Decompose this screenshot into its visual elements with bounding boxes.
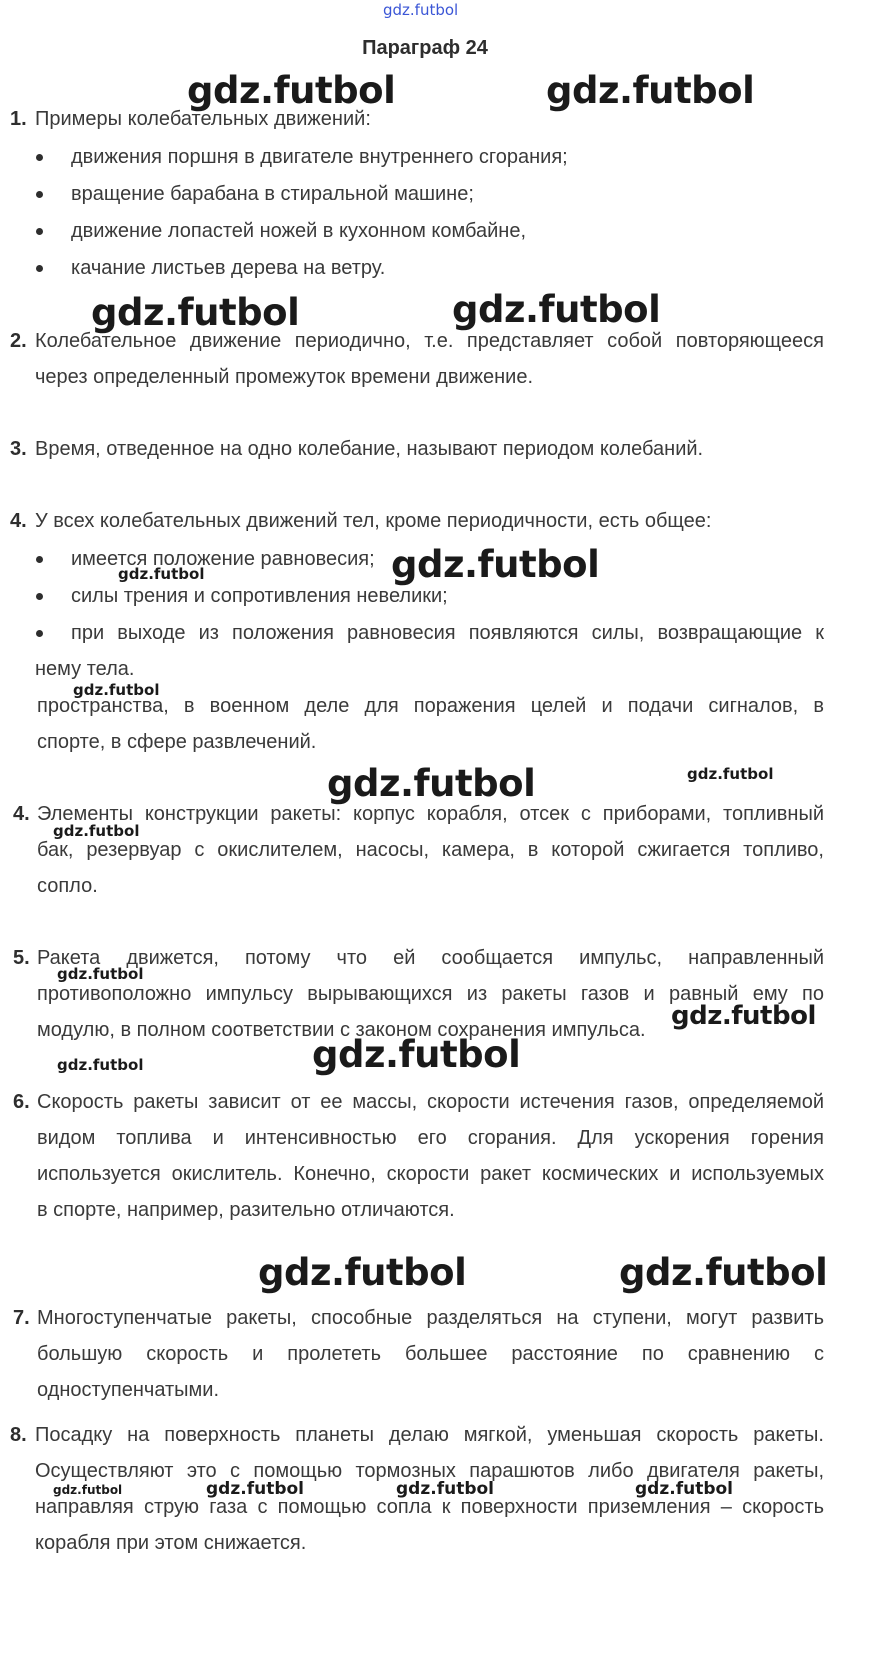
item-text: Колебательное движение периодично, т.е. представляет собой повторяющееся [35, 330, 824, 352]
watermark: gdz.futbol [391, 543, 600, 586]
watermark: gdz.futbol [327, 762, 536, 805]
bullet-dot [36, 593, 43, 600]
watermark-small: gdz.futbol [53, 822, 140, 840]
item-text: Многоступенчатые ракеты, способные разделяться на ступени, могут развить [37, 1307, 824, 1329]
watermark: gdz.futbol [546, 69, 755, 112]
bullet-dot [36, 556, 43, 563]
watermark-small: gdz.futbol [635, 1479, 733, 1499]
watermark-small: gdz.futbol [206, 1479, 304, 1499]
watermark-small: gdz.futbol [73, 681, 160, 699]
bullet-text: движение лопастей ножей в кухонном комбайне, [71, 220, 527, 242]
watermark-small: gdz.futbol [57, 1056, 144, 1074]
item-number: 8. [10, 1424, 27, 1446]
bullet-dot [36, 154, 43, 161]
item-number: 5. [13, 947, 30, 969]
item-text: Посадку на поверхность планеты делаю мягкой, уменьшая скорость ракеты. [35, 1424, 824, 1446]
item-text: нему тела. [35, 658, 135, 680]
site-watermark-top: gdz.futbol [383, 1, 459, 19]
item-text: направляя струю газа с помощью сопла к поверхности приземления – скорость [35, 1496, 824, 1518]
item-text: пространства, в военном деле для поражения целей и подачи сигналов, в [37, 695, 824, 717]
item-text: противоположно импульсу вырывающихся из ракеты газов и равный ему по [37, 983, 824, 1005]
bullet-text: при выходе из положения равновесия появляются силы, возвращающие к [71, 622, 824, 644]
item-text: Примеры колебательных движений: [35, 108, 371, 130]
item-text: сопло. [37, 875, 98, 897]
bullet-dot [36, 228, 43, 235]
watermark-small: gdz.futbol [687, 765, 774, 783]
bullet-dot [36, 191, 43, 198]
item-text: через определенный промежуток времени движение. [35, 366, 534, 388]
bullet-text: силы трения и сопротивления невелики; [71, 585, 448, 607]
bullet-text: качание листьев дерева на ветру. [71, 257, 386, 279]
item-number: 7. [13, 1307, 30, 1329]
item-text: корабля при этом снижается. [35, 1532, 307, 1554]
item-text: бак, резервуар с окислителем, насосы, камера, в которой сжигается топливо, [37, 839, 824, 861]
item-text: Время, отведенное на одно колебание, называют периодом колебаний. [35, 438, 704, 460]
item-number: 4. [13, 803, 30, 825]
watermark-small: gdz.futbol [57, 965, 144, 983]
item-text: используется окислитель. Конечно, скорости ракет космических и используемых [37, 1163, 824, 1185]
bullet-dot [36, 630, 43, 637]
item-number: 1. [10, 108, 27, 130]
watermark: gdz.futbol [619, 1251, 828, 1294]
item-text: большую скорость и пролететь большее расстояние по сравнению с [37, 1343, 824, 1365]
watermark-small: gdz.futbol [396, 1479, 494, 1499]
item-number: 2. [10, 330, 27, 352]
bullet-dot [36, 265, 43, 272]
bullet-text: движения поршня в двигателе внутреннего сгорания; [71, 146, 568, 168]
watermark: gdz.futbol [91, 291, 300, 334]
item-text: спорте, в сфере развлечений. [37, 731, 317, 753]
bullet-text: имеется положение равновесия; [71, 548, 375, 570]
watermark: gdz.futbol [187, 69, 396, 112]
watermark-small: gdz.futbol [53, 1483, 123, 1497]
item-text: одноступенчатыми. [37, 1379, 220, 1401]
item-text: Ракета движется, потому что ей сообщается импульс, направленный [37, 947, 824, 969]
item-number: 6. [13, 1091, 30, 1113]
item-number: 4. [10, 510, 27, 532]
item-text: Элементы конструкции ракеты: корпус корабля, отсек с приборами, топливный [37, 803, 824, 825]
item-text: Осуществляют это с помощью тормозных парашютов либо двигателя ракеты, [35, 1460, 824, 1482]
watermark-small: gdz.futbol [118, 565, 205, 583]
item-text: модулю, в полном соответствии с законом сохранения импульса. [37, 1019, 646, 1041]
item-text: У всех колебательных движений тел, кроме периодичности, есть общее: [35, 510, 712, 532]
watermark: gdz.futbol [671, 1001, 816, 1031]
bullet-text: вращение барабана в стиральной машине; [71, 183, 474, 205]
item-text: Скорость ракеты зависит от ее массы, скорости истечения газов, определяемой [37, 1091, 824, 1113]
item-number: 3. [10, 438, 27, 460]
watermark: gdz.futbol [258, 1251, 467, 1294]
item-text: в спорте, например, разительно отличаются. [37, 1199, 455, 1221]
page-title: Параграф 24 [362, 37, 488, 59]
watermark: gdz.futbol [452, 288, 661, 331]
watermark: gdz.futbol [312, 1033, 521, 1076]
item-text: видом топлива и интенсивностью его сгорания. Для ускорения горения [37, 1127, 824, 1149]
